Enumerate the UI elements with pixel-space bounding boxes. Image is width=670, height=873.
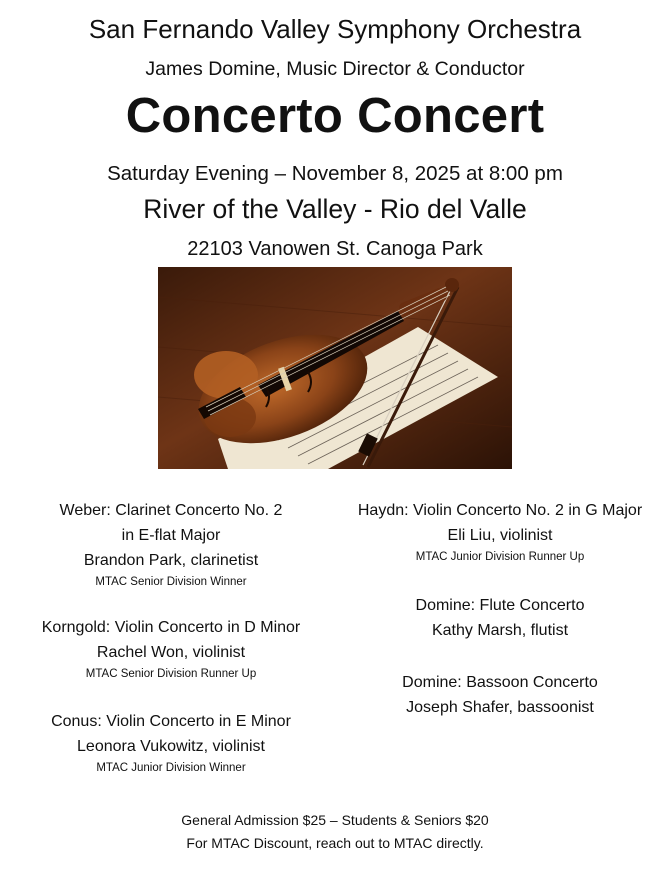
admission-info: [0, 809, 670, 855]
program-item: [20, 615, 322, 683]
admission-prices: General Admission $25 – Students & Seniors $20: [181, 812, 489, 828]
program-item: [20, 498, 322, 591]
piece-title: Korngold: Violin Concerto in D Minor: [41, 619, 301, 636]
piece-title-continued: in E-flat Major: [121, 527, 221, 544]
orchestra-name: San Fernando Valley Symphony Orchestra: [88, 14, 582, 44]
program-item: [340, 670, 660, 720]
performer: Brandon Park, clarinetist: [83, 552, 259, 569]
performer: Kathy Marsh, flutist: [431, 622, 569, 639]
concert-title: Concerto Concert: [125, 89, 545, 143]
program-left-column: [20, 498, 322, 780]
performer: Leonora Vukowitz, violinist: [77, 738, 265, 755]
piece-title: Haydn: Violin Concerto No. 2 in G Major: [357, 502, 643, 519]
venue-address: 22103 Vanowen St. Canoga Park: [187, 238, 483, 260]
piece-title: Conus: Violin Concerto in E Minor: [51, 713, 291, 730]
music-director: James Domine, Music Director & Conductor: [145, 58, 525, 80]
program-item: [340, 593, 660, 643]
award-note: MTAC Senior Division Runner Up: [85, 668, 257, 680]
performer: Eli Liu, violinist: [447, 527, 553, 544]
award-note: MTAC Junior Division Runner Up: [415, 551, 585, 563]
venue-name: River of the Valley - Rio del Valle: [143, 194, 527, 224]
program-right-column: [340, 498, 660, 723]
piece-title: Domine: Bassoon Concerto: [402, 674, 598, 691]
concert-date: Saturday Evening – November 8, 2025 at 8:00 pm: [107, 162, 563, 185]
award-note: MTAC Junior Division Winner: [96, 762, 246, 774]
award-note: MTAC Senior Division Winner: [95, 576, 247, 588]
performer: Rachel Won, violinist: [96, 644, 246, 661]
program-item: [20, 709, 322, 777]
piece-title: Weber: Clarinet Concerto No. 2: [59, 502, 283, 519]
violin-illustration: [158, 267, 512, 469]
piece-title: Domine: Flute Concerto: [415, 597, 585, 614]
performer: Joseph Shafer, bassoonist: [406, 699, 594, 716]
mtac-discount-note: For MTAC Discount, reach out to MTAC directly.: [186, 835, 484, 851]
program-item: [340, 498, 660, 566]
violin-on-sheet-music-photo: [158, 267, 512, 469]
